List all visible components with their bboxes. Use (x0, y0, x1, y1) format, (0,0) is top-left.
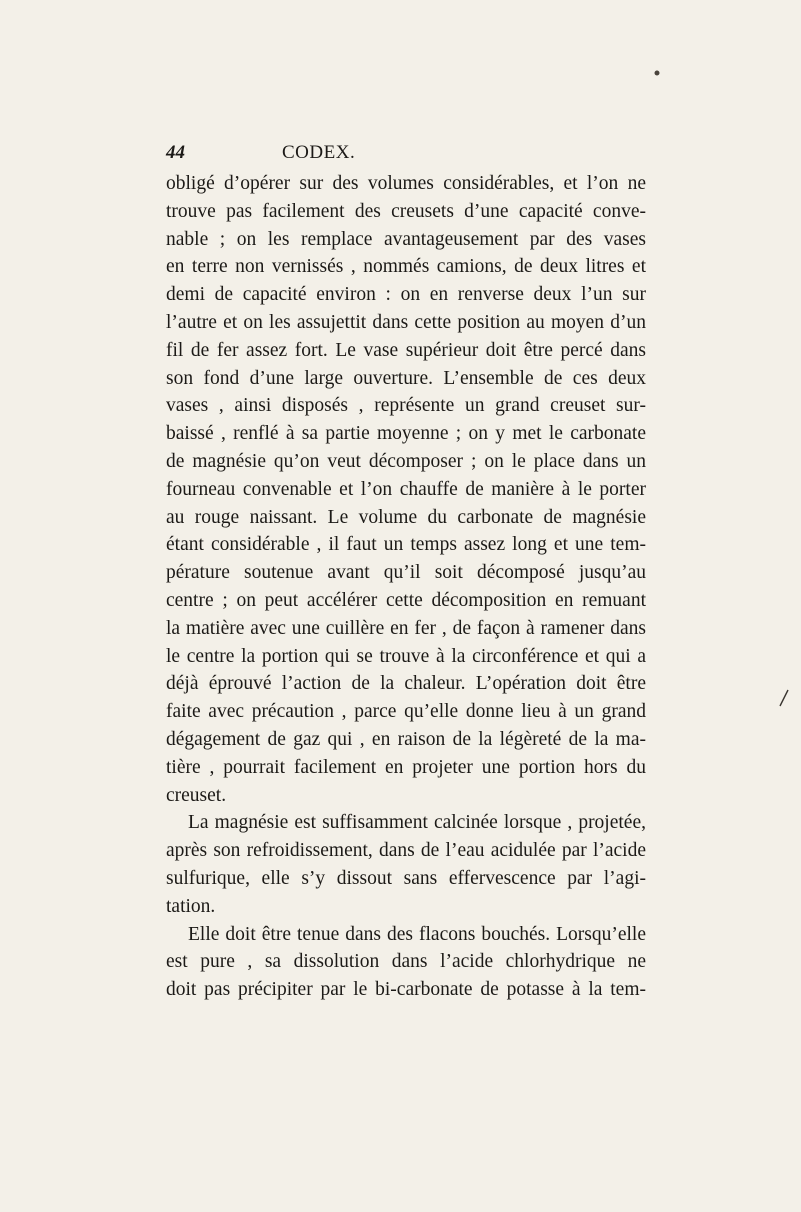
text-line: obligé d’opérer sur des volumes considérables, et l’on ne (166, 173, 646, 194)
text-line: tière , pourrait facilement en projeter une portion hors du (166, 756, 646, 778)
text-line: est pure , sa dissolution dans l’acide chlorhydrique ne (166, 951, 646, 973)
text-line: en terre non vernissés , nommés camions, de deux litres et (166, 256, 646, 278)
text-line: La magnésie est suffisamment calcinée lorsque , projetée, (188, 812, 646, 834)
text-line: après son refroidissement, dans de l’eau acidulée par l’acide (166, 840, 646, 862)
text-line: le centre la portion qui se trouve à la circonférence et qui a (166, 645, 646, 667)
text-line: de magnésie qu’on veut décomposer ; on le place dans un (166, 450, 646, 472)
text-line: déjà éprouvé l’action de la chaleur. L’opération doit être (166, 673, 646, 695)
text-line: la matière avec une cuillère en fer , de façon à ramener dans (166, 617, 646, 639)
text-line: dégagement de gaz qui , en raison de la légèreté de la ma- (166, 728, 646, 750)
text-line: fil de fer assez fort. Le vase supérieur doit être percé dans (166, 339, 646, 361)
text-line: centre ; on peut accélérer cette décomposition en remuant (166, 589, 646, 611)
page-number: 44 (166, 142, 185, 163)
text-line: au rouge naissant. Le volume du carbonate de magnésie (166, 506, 646, 528)
ink-speck-mark (652, 68, 662, 78)
text-line: demi de capacité environ : on en renverse deux l’un sur (166, 284, 646, 306)
text-line: pérature soutenue avant qu’il soit décomposé jusqu’au (166, 562, 646, 584)
text-line: étant considérable , il faut un temps assez long et une tem- (166, 534, 646, 556)
text-line: fourneau convenable et l’on chauffe de manière à le porter (166, 478, 646, 500)
body-text (166, 170, 646, 1004)
text-line: creuset. (166, 784, 227, 806)
running-head (166, 142, 646, 168)
text-line: Elle doit être tenue dans des flacons bouchés. Lorsqu’elle (188, 923, 646, 945)
margin-tick-mark (778, 688, 790, 708)
text-line: faite avec précaution , parce qu’elle donne lieu à un grand (166, 701, 646, 723)
running-title: CODEX. (282, 142, 356, 163)
text-line: vases , ainsi disposés , représente un grand creuset sur- (166, 395, 646, 417)
text-line: son fond d’une large ouverture. L’ensemble de ces deux (166, 367, 646, 389)
text-line: trouve pas facilement des creusets d’une capacité conve- (166, 200, 646, 222)
text-line: doit pas précipiter par le bi-carbonate de potasse à la tem- (166, 979, 646, 1001)
text-line: nable ; on les remplace avantageusement par des vases (166, 228, 646, 250)
text-line: tation. (166, 895, 216, 917)
text-line: sulfurique, elle s’y dissout sans effervescence par l’agi- (166, 867, 646, 889)
text-line: baissé , renflé à sa partie moyenne ; on y met le carbonate (166, 423, 646, 445)
text-line: l’autre et on les assujettit dans cette position au moyen d’un (166, 311, 646, 333)
